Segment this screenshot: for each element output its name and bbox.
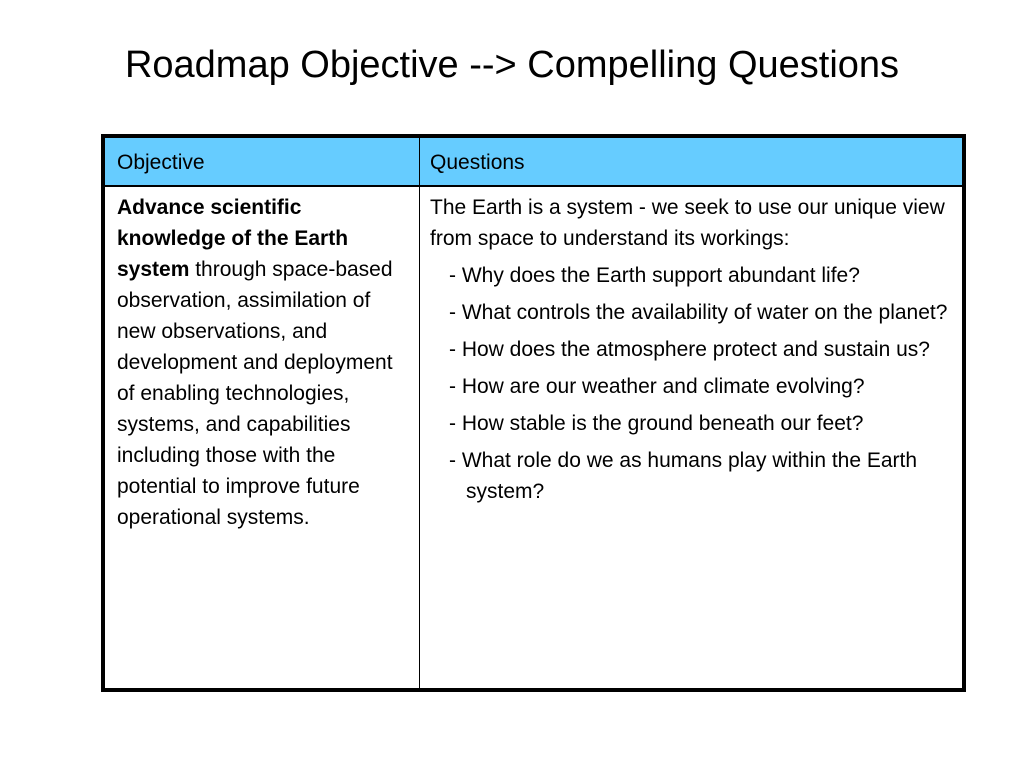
header-row <box>105 138 963 187</box>
content-row <box>105 186 963 689</box>
question-item: - What role do we as humans play within the Earth system? <box>449 449 918 503</box>
questions-cell <box>420 186 963 689</box>
questions-intro: The Earth is a system - we seek to use our unique view from space to understand its workings: <box>430 196 945 250</box>
slide-title: Roadmap Objective --> Compelling Questions <box>124 44 900 86</box>
question-item: - What controls the availability of water on the planet? <box>449 301 948 324</box>
objective-questions-table <box>101 134 966 692</box>
header-questions: Questions <box>420 138 963 187</box>
objective-cell <box>105 186 420 689</box>
objective-bold-text: Advance scientific knowledge of the Earth system <box>117 196 349 281</box>
objective-rest-text: through space-based observation, assimilation of new observations, and development and deployment of enabling technologies, systems, and capabilities including those with the potential to improve future operational systems. <box>117 258 393 529</box>
header-objective: Objective <box>105 138 420 187</box>
table <box>104 137 963 689</box>
question-item: - How are our weather and climate evolving? <box>449 375 865 398</box>
question-item: - How stable is the ground beneath our feet? <box>449 412 864 435</box>
question-item: - How does the atmosphere protect and sustain us? <box>449 338 930 361</box>
question-item: - Why does the Earth support abundant life? <box>449 264 860 287</box>
